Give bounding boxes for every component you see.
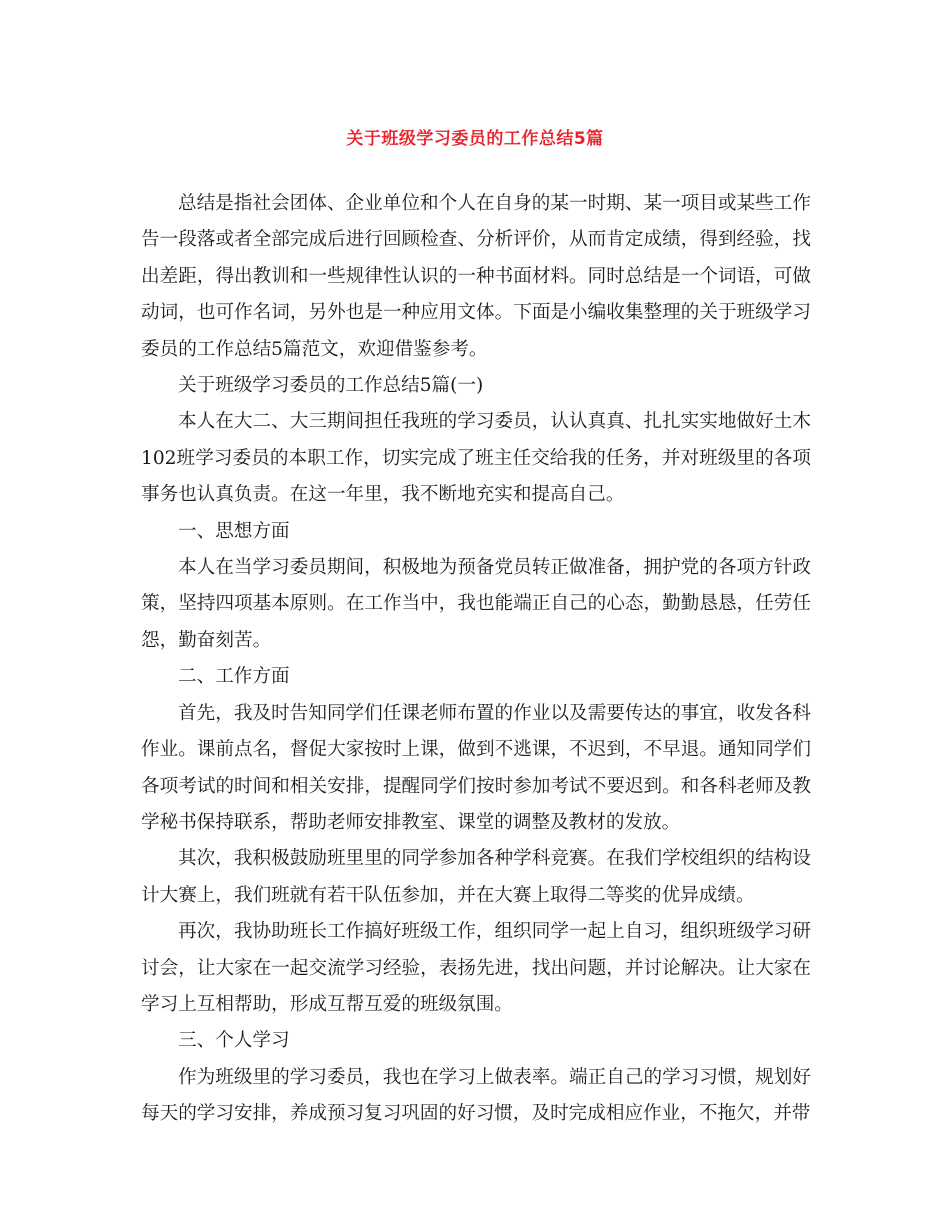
- document-title: 关于班级学习委员的工作总结5篇: [346, 129, 604, 149]
- paragraph: 作为班级里的学习委员，我也在学习上做表率。端正自己的学习习惯，规划好每天的学习安排，养成预习复习巩固的好习惯，及时完成相应作业，不拖欠，并带: [141, 1066, 811, 1125]
- paragraph-subtitle: 关于班级学习委员的工作总结5篇(一): [178, 375, 484, 397]
- section-heading-study: 三、个人学习: [178, 1030, 290, 1052]
- paragraph: 本人在当学习委员期间，积极地为预备党员转正做准备，拥护党的各项方针政策，坚持四项基本原则。在工作当中，我也能端正自己的心态，勤勤恳恳，任劳任怨，勤奋刻苦。: [141, 557, 811, 651]
- paragraph: 本人在大二、大三期间担任我班的学习委员，认认真真、扎扎实实地做好土木102班学习委员的本职工作，切实完成了班主任交给我的任务，并对班级里的各项事务也认真负责。在这一年里，我不断地充实和提高自己。: [141, 411, 811, 506]
- section-heading-work: 二、工作方面: [178, 666, 290, 688]
- paragraph: 再次，我协助班长工作搞好班级工作，组织同学一起上自习，组织班级学习研讨会，让大家在一起交流学习经验，表扬先进，找出问题，并讨论解决。让大家在学习上互相帮助，形成互帮互爱的班级氛围。: [141, 921, 811, 1015]
- document-body: [141, 186, 811, 1133]
- paragraph: 其次，我积极鼓励班里里的同学参加各种学科竞赛。在我们学校组织的结构设计大赛上，我们班就有若干队伍参加，并在大赛上取得二等奖的优异成绩。: [141, 848, 811, 906]
- paragraph-intro: 总结是指社会团体、企业单位和个人在自身的某一时期、某一项目或某些工作告一段落或者全部完成后进行回顾检查、分析评价，从而肯定成绩，得到经验，找出差距，得出教训和一些规律性认识的一种书面材料。同时总结是一个词语，可做动词，也可作名词，另外也是一种应用文体。下面是小编收集整理的关于班级学习委员的工作总结5篇范文，欢迎借鉴参考。: [141, 193, 811, 360]
- section-heading-thought: 一、思想方面: [178, 520, 290, 542]
- paragraph: 首先，我及时告知同学们任课老师布置的作业以及需要传达的事宜，收发各科作业。课前点名，督促大家按时上课，做到不逃课，不迟到，不早退。通知同学们各项考试的时间和相关安排，提醒同学们按时参加考试不要迟到。和各科老师及教学秘书保持联系，帮助老师安排教室、课堂的调整及教材的发放。: [141, 702, 811, 833]
